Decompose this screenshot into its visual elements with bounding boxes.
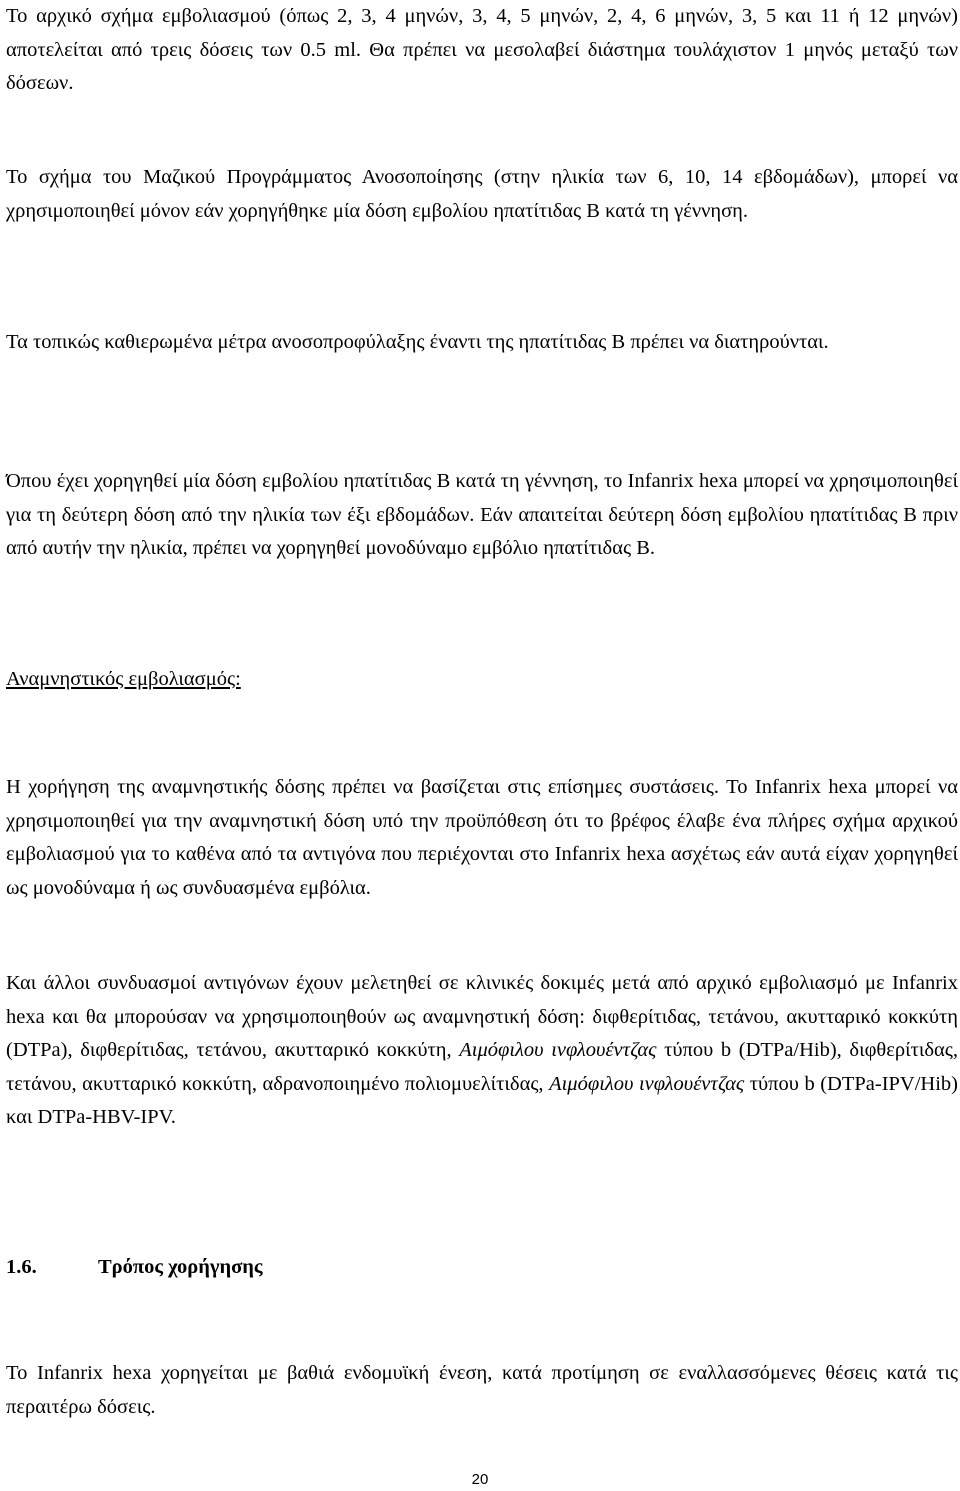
other-combinations-text-2: τύπου b (DTPa/Hib), διφθερίτιδας, τετάνου, ακυτταρικό κοκκύτη, αδρανοποιημένο πολιομυελίτιδας, xyxy=(6,1039,959,1095)
page-number: 20 xyxy=(471,1471,489,1488)
paragraph-local-measures: Τα τοπικώς καθιερωμένα μέτρα ανοσοπροφύλαξης έναντι της ηπατίτιδας Β πρέπει να διατηρούνται. xyxy=(6,331,829,353)
haemophilus-italic-1: Αιμόφιλου ινφλουέντζας xyxy=(459,1039,657,1061)
paragraph-booster-dose-text: Η χορήγηση της αναμνηστικής δόσης πρέπει να βασίζεται στις επίσημες συστάσεις. Το Infanrix hexa μπορεί να χρησιμοποιηθεί για την αναμνηστική δόση υπό την προϋπόθεση ότι το βρέφος έλαβε ένα πλήρες σχήμα αρχικού εμβολιασμού για το καθένα από τα αντιγόνα που περιέχονται στο Infanrix hexa ασχέτως εάν αυτά είχαν χορηγηθεί ως μονοδύναμα ή ως συνδυασμένα εμβόλια. xyxy=(6,776,958,899)
other-combinations-text-3: τύπου b (DTPa-IPV/Hib) και DTPa-HBV-IPV. xyxy=(6,1072,959,1128)
booster-heading: Αναμνηστικός εμβολιασμός: xyxy=(6,668,241,690)
paragraph-booster-dose xyxy=(6,771,958,905)
paragraph-national-program: Το σχήμα του Μαζικού Προγράμματος Ανοσοποίησης (στην ηλικία των 6, 10, 14 εβδομάδων), μπορεί να χρησιμοποιηθεί μόνον εάν χορηγήθηκε μία δόση εμβολίου ηπατίτιδας Β κατά τη γέννηση. xyxy=(6,166,958,222)
paragraph-primary-schedule: Το αρχικό σχήμα εμβολιασμού (όπως 2, 3, 4 μηνών, 3, 4, 5 μηνών, 2, 4, 6 μηνών, 3, 5 και 11 ή 12 μηνών) αποτελείται από τρεις δόσεις των 0.5 ml. Θα πρέπει να μεσολαβεί διάστημα τουλάχιστον 1 μηνός μεταξύ των δόσεων. xyxy=(6,5,958,94)
paragraph-other-combinations xyxy=(6,967,958,1135)
section-heading-administration xyxy=(6,1251,958,1285)
paragraph-administration: Το Infanrix hexa χορηγείται με βαθιά ενδομυϊκή ένεση, κατά προτίμηση σε εναλλασσόμενες θέσεις κατά τις περαιτέρω δόσεις. xyxy=(6,1362,958,1418)
section-title: Τρόπος χορήγησης xyxy=(98,1256,263,1278)
paragraph-birth-dose: Όπου έχει χορηγηθεί μία δόση εμβολίου ηπατίτιδας Β κατά τη γέννηση, το Infanrix hexa μπορεί να χρησιμοποιηθεί για τη δεύτερη δόση από την ηλικία των έξι εβδομάδων. Εάν απαιτείται δεύτερη δόση εμβολίου ηπατίτιδας Β πριν από αυτήν την ηλικία, πρέπει να χορηγηθεί μονοδύναμο εμβόλιο ηπατίτιδας Β. xyxy=(6,470,958,559)
section-number: 1.6. xyxy=(6,1256,37,1278)
haemophilus-italic-2: Αιμόφιλου ινφλουέντζας xyxy=(549,1072,745,1095)
other-combinations-text-1: Και άλλοι συνδυασμοί αντιγόνων έχουν μελετηθεί σε κλινικές δοκιμές μετά από αρχικό εμβολιασμό με Infanrix hexa και θα μπορούσαν να χρησιμοποιηθούν ως αναμνηστική δόση: διφθερίτιδας, τετάνου, ακυτταρικό κοκκύτη (DTPa), διφθερίτιδας, τετάνου, ακυτταρικό κοκκύτη, xyxy=(6,972,958,1061)
